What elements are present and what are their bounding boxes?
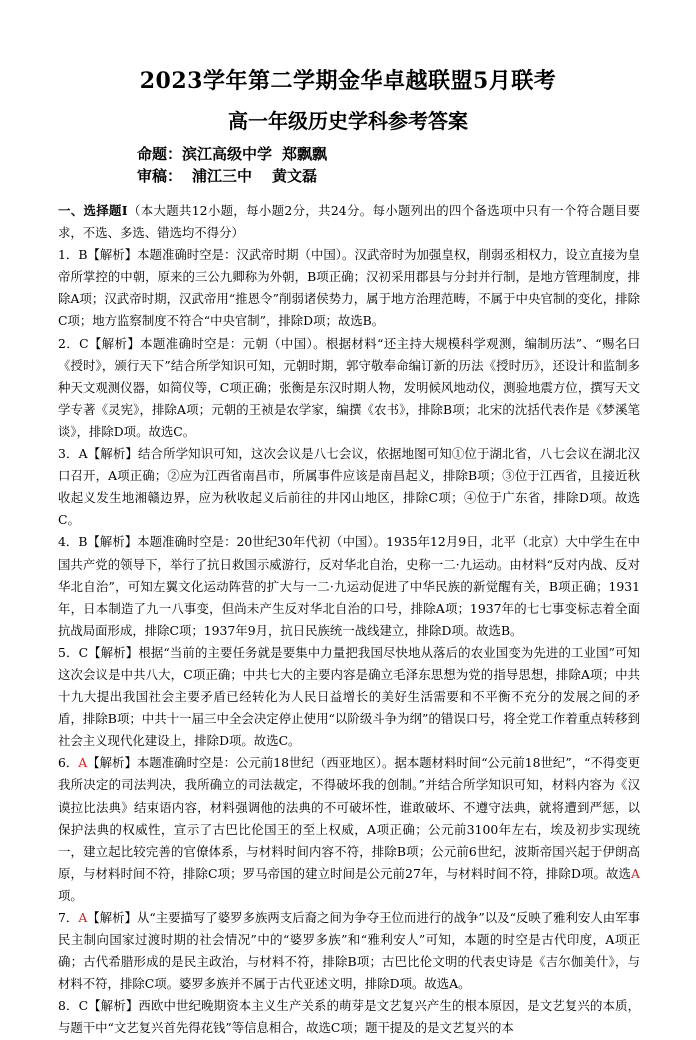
answer-number: 1． [58,247,79,263]
answer-letter-final: A [631,865,640,881]
answer-item [58,333,640,443]
answer-letter: B [78,247,88,263]
reviewer-name: 黄文磊 [272,167,318,185]
answer-letter: A [78,755,88,771]
analysis-tag: 【解析】 [88,998,139,1014]
reviewer-school: 浦江三中 [192,167,253,185]
section-intro: （本大题共12小题，每小题2分，共24分。每小题列出的四个备选项中只有一个符合题目要求，不选、多选、错选均不得分） [58,203,640,241]
answer-explanation: 本题准确时空是：20世纪30年代初（中国）。1935年12月9日，北平（北京）大中学生在中国共产党的领导下，举行了抗日救国示威游行，反对华北自治，史称一二·九运动。由材料“反对内战、反对华北自治”，可知左翼文化运动阵营的扩大与一二·九运动促进了中华民族的新觉醒有关，B项正确；1931年，日本制造了九一八事变，但尚未产生反对华北自治的口号，排除A项；1937年的七七事变标志着全面抗战局面形成，排除C项；1937年9月，抗日民族统一战线建立，排除D项。故选B。 [58,534,640,638]
setter-school: 滨江高级中学 [182,145,273,163]
answer-letter: A [78,910,88,925]
section-heading [58,200,640,244]
answer-letter: C [78,644,89,660]
answer-number: 7． [58,910,79,925]
answer-number: 8． [58,998,79,1014]
answer-item [58,443,640,531]
answer-item [58,907,640,995]
document-title: 2023学年第二学期金华卓越联盟5月联考 [139,68,557,94]
analysis-tag: 【解析】 [87,247,138,263]
answer-letter: C [78,998,89,1014]
answer-explanation: 西欧中世纪晚期资本主义生产关系的萌芽是文艺复兴产生的根本原因，是文艺复兴的本质，与题干中“文艺复兴首先得花钱”等信息相合，故选C项；题干提及的是文艺复兴的本 [58,998,641,1036]
section-title: 一、选择题Ⅰ [58,203,128,218]
answer-explanation: 本题准确时空是：汉武帝时期（中国）。汉武帝时为加强皇权，削弱丞相权力，设立直接为皇帝所掌控的中朝，原来的三公九卿称为外朝，B项正确；汉初采用郡县与分封并行制，是地方管理制度，排除A项；汉武帝时期，汉武帝用“推恩令”削弱诸侯势力，属于地方治理范畴，不属于中央官制的变化，排除C项；地方监察制度不符合“中央官制”，排除D项；故选B。 [58,247,640,329]
answer-item [58,244,640,332]
answer-number: 6． [58,755,79,771]
setter-row [137,143,327,165]
answer-letter: B [78,534,88,550]
analysis-tag: 【解析】 [87,910,137,925]
reviewer-label: 审稿： [137,167,183,185]
answer-explanation: 从“主要描写了婆罗多族两支后裔之间为争夺王位而进行的战争”以及“反映了雅利安人由军事民主制向国家过渡时期的社会情况”中的“婆罗多族”和“雅利安人”可知，本题的时空是古代印度，A项正确；古代希腊形成的是民主政治，与材料不符，排除B项；古巴比伦文明的代表史诗是《吉尔伽美什》，与材料不符，排除C项。婆罗多族并不属于古代亚述文明，排除D项。故选A。 [58,910,641,992]
analysis-tag: 【解析】 [87,446,138,462]
answer-letter: C [79,335,89,351]
answer-number: 3． [58,446,79,462]
analysis-tag: 【解析】 [87,534,138,550]
setter-name: 郑飘飘 [282,145,328,163]
answer-item [58,531,640,641]
answer-explanation: 本题准确时空是：元朝（中国）。根据材料“还主持大规模科学观测，编制历法”、“赐名曰《授时》，颁行天下”结合所学知识可知，元朝时期，郭守敬奉命编订新的历法《授时历》，还设计和监制多种天文观测仪器，如简仪等，C项正确；张衡是东汉时期人物，发明候风地动仪，测验地震方位，撰写天文学专著《灵宪》，排除A项；元朝的王祯是农学家，编撰《农书》，排除B项；北宋的沈括代表作是《梦溪笔谈》，排除D项。故选C。 [58,335,641,439]
analysis-tag: 【解析】 [87,755,137,771]
document-subtitle: 高一年级历史学科参考答案 [228,109,468,133]
answer-item [58,752,640,907]
answer-explanation: 本题准确时空是：公元前18世纪（西亚地区）。据本题材料时间“公元前18世纪”，“不得变更我所决定的司法判决，我所确立的司法裁定，不得破坏我的创制。”并结合所学知识可知，材料内容为《汉谟拉比法典》结束语内容，材料强调他的法典的不可破坏性，谁敢破坏、不遵守法典，就将遭到严惩，以保护法典的权威性，宣示了古巴比伦国王的至上权威，A项正确；公元前3100年左右，埃及初步实现统一，建立起比较完善的官僚体系，与材料时间内容不符，排除B项；公元前6世纪，波斯帝国兴起于伊朗高原，与材料时间不符，排除C项；罗马帝国的建立时间是公元前27年，与材料时间不符，排除D项。故选 [58,755,640,881]
reviewer-row [137,165,327,187]
analysis-tag: 【解析】 [88,335,141,351]
answer-item [58,642,640,752]
answer-explanation-end: 项。 [58,887,83,903]
setter-label: 命题： [137,145,183,163]
answer-explanation: 结合所学知识可知，这次会议是八七会议，依据地图可知①位于湖北省，八七会议在湖北汉口召开，A项正确；②应为江西省南昌市，所属事件应该是南昌起义，排除B项；③位于江西省，且接近秋收起义发生地湘赣边界，应为秋收起义后前往的井冈山地区，排除C项；④位于广东省，排除D项。故选C。 [58,446,641,528]
answers-body [58,200,640,1040]
credits-block [137,143,327,187]
answer-number: 4． [58,534,79,550]
analysis-tag: 【解析】 [88,644,139,660]
answer-number: 5． [58,644,79,660]
answer-number: 2． [58,335,80,351]
answer-explanation: 根据“当前的主要任务就是要集中力量把我国尽快地从落后的农业国变为先进的工业国”可知这次会议是中共八大，C项正确；中共七大的主要内容是确立毛泽东思想为党的指导思想，排除A项；中共十九大提出我国社会主要矛盾已经转化为人民日益增长的美好生活需要和不平衡不充分的发展之间的矛盾，排除B项；中共十一届三中全会决定停止使用“以阶级斗争为纲”的错误口号，将全党工作着重点转移到社会主义现代化建设上，排除D项。故选C。 [58,644,641,749]
answer-letter: A [78,446,88,462]
answer-item [58,995,640,1039]
